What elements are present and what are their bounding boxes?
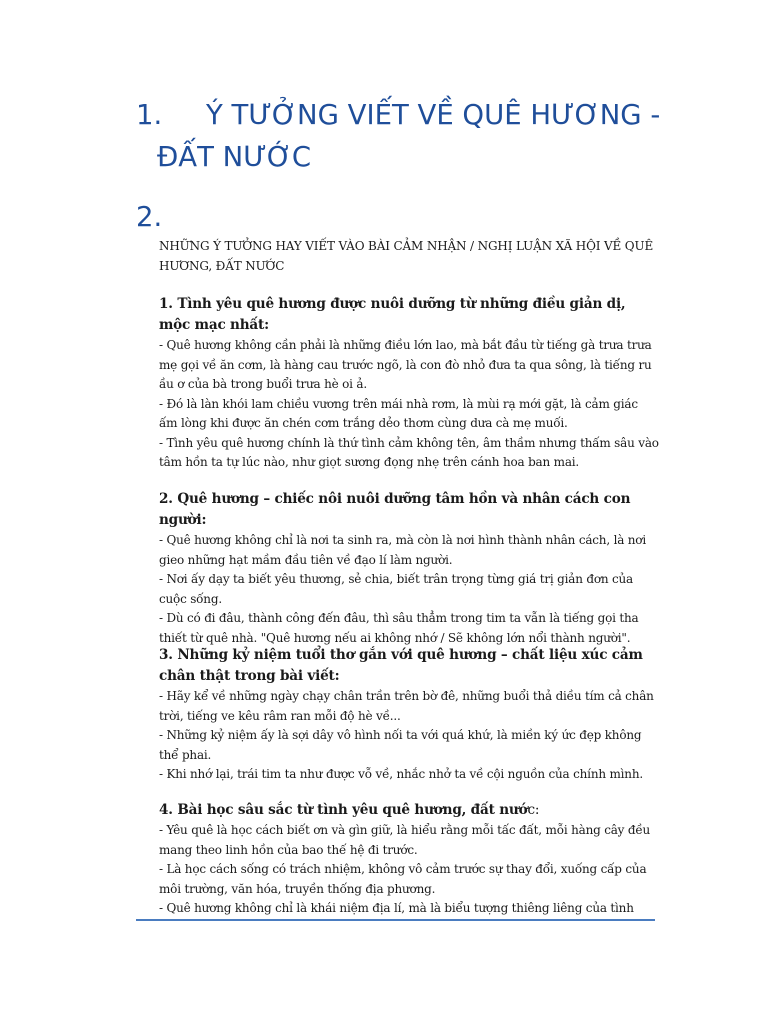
section-3-bullet-1: - Hãy kể về những ngày chạy chân trần trên bờ đê, những buổi thả diều tím cả chân trời, tiếng ve kêu râm ran mỗi độ hè về... — [159, 689, 654, 723]
section-4-title: 4. Bài học sâu sắc từ tình yêu quê hương, đất nước: — [159, 802, 540, 818]
section-3-bullet-3: - Khi nhớ lại, trái tim ta như được vỗ về, nhắc nhở ta về cội nguồn của chính mình. — [159, 767, 643, 781]
section-1-bullet-2: - Đó là làn khói lam chiều vương trên mái nhà rơm, là mùi rạ mới gặt, là cảm giác ấm lòng khi được ăn chén cơm trắng dẻo thơm cùng dưa cà mẹ muối. — [159, 396, 638, 430]
section-2-bullet-3: - Dù có đi đâu, thành công đến đâu, thì sâu thẳm trong tim ta vẫn là tiếng gọi tha thiết từ quê nhà. "Quê hương nếu ai không nhớ / Sẽ không lớn nổi thành người". — [159, 611, 639, 645]
heading-1-continued — [136, 136, 311, 178]
section-3-bullet-2: - Những kỷ niệm ấy là sợi dây vô hình nối ta với quá khứ, là miền ký ức đẹp không thể phai. — [159, 728, 642, 762]
section-1-bullet-3: - Tình yêu quê hương chính là thứ tình cảm không tên, âm thầm nhưng thấm sâu vào tâm hồn ta tự lúc nào, như giọt sương đọng nhẹ trên cánh hoa ban mai. — [159, 435, 659, 469]
heading-1-number: 1. — [136, 99, 163, 131]
section-4-bullet-1: - Yêu quê là học cách biết ơn và gìn giữ, là hiểu rằng mỗi tấc đất, mỗi hàng cây đều mang theo linh hồn của bao thế hệ đi trước. — [159, 823, 651, 857]
section-2 — [159, 489, 659, 648]
heading-2 — [136, 196, 206, 238]
section-4-bullet-3: - Quê hương không chỉ là khái niệm địa lí, mà là biểu tượng thiêng liêng của tình — [159, 901, 634, 915]
section-3-title: 3. Những kỷ niệm tuổi thơ gắn với quê hương – chất liệu xúc cảm chân thật trong bài viết: — [159, 647, 643, 684]
section-4-bullet-2: - Là học cách sống có trách nhiệm, không vô cảm trước sự thay đổi, xuống cấp của môi trường, văn hóa, truyền thống địa phương. — [159, 862, 647, 896]
section-1 — [159, 294, 659, 473]
section-2-bullet-1: - Quê hương không chỉ là nơi ta sinh ra, mà còn là nơi hình thành nhân cách, là nơi gieo những hạt mầm đầu tiên về đạo lí làm người. — [159, 533, 646, 567]
heading-1 — [136, 94, 660, 136]
section-3 — [159, 645, 659, 785]
heading-1-line-1: Ý TƯỞNG VIẾT VỀ QUÊ HƯƠNG - — [206, 99, 661, 131]
intro-paragraph: NHỮNG Ý TƯỞNG HAY VIẾT VÀO BÀI CẢM NHẬN / NGHỊ LUẬN XÃ HỘI VỀ QUÊ HƯƠNG, ĐẤT NƯỚC — [159, 239, 654, 273]
section-1-title: 1. Tình yêu quê hương được nuôi dưỡng từ những điều giản dị, mộc mạc nhất: — [159, 296, 626, 333]
section-2-title: 2. Quê hương – chiếc nôi nuôi dưỡng tâm hồn và nhân cách con người: — [159, 491, 631, 528]
heading-1-line-2: ĐẤT NƯỚC — [157, 141, 312, 173]
heading-2-number: 2. — [136, 201, 163, 233]
footer-divider — [136, 919, 655, 921]
section-2-bullet-2: - Nơi ấy dạy ta biết yêu thương, sẻ chia, biết trân trọng từng giá trị giản đơn của cuộc sống. — [159, 572, 634, 606]
section-1-bullet-1: - Quê hương không cần phải là những điều lớn lao, mà bắt đầu từ tiếng gà trưa trưa mẹ gọi về ăn cơm, là hàng cau trước ngõ, là con đò nhỏ đưa ta qua sông, là tiếng ru ầu ơ của bà trong buổi trưa hè oi ả. — [159, 338, 652, 391]
section-4 — [159, 800, 659, 919]
